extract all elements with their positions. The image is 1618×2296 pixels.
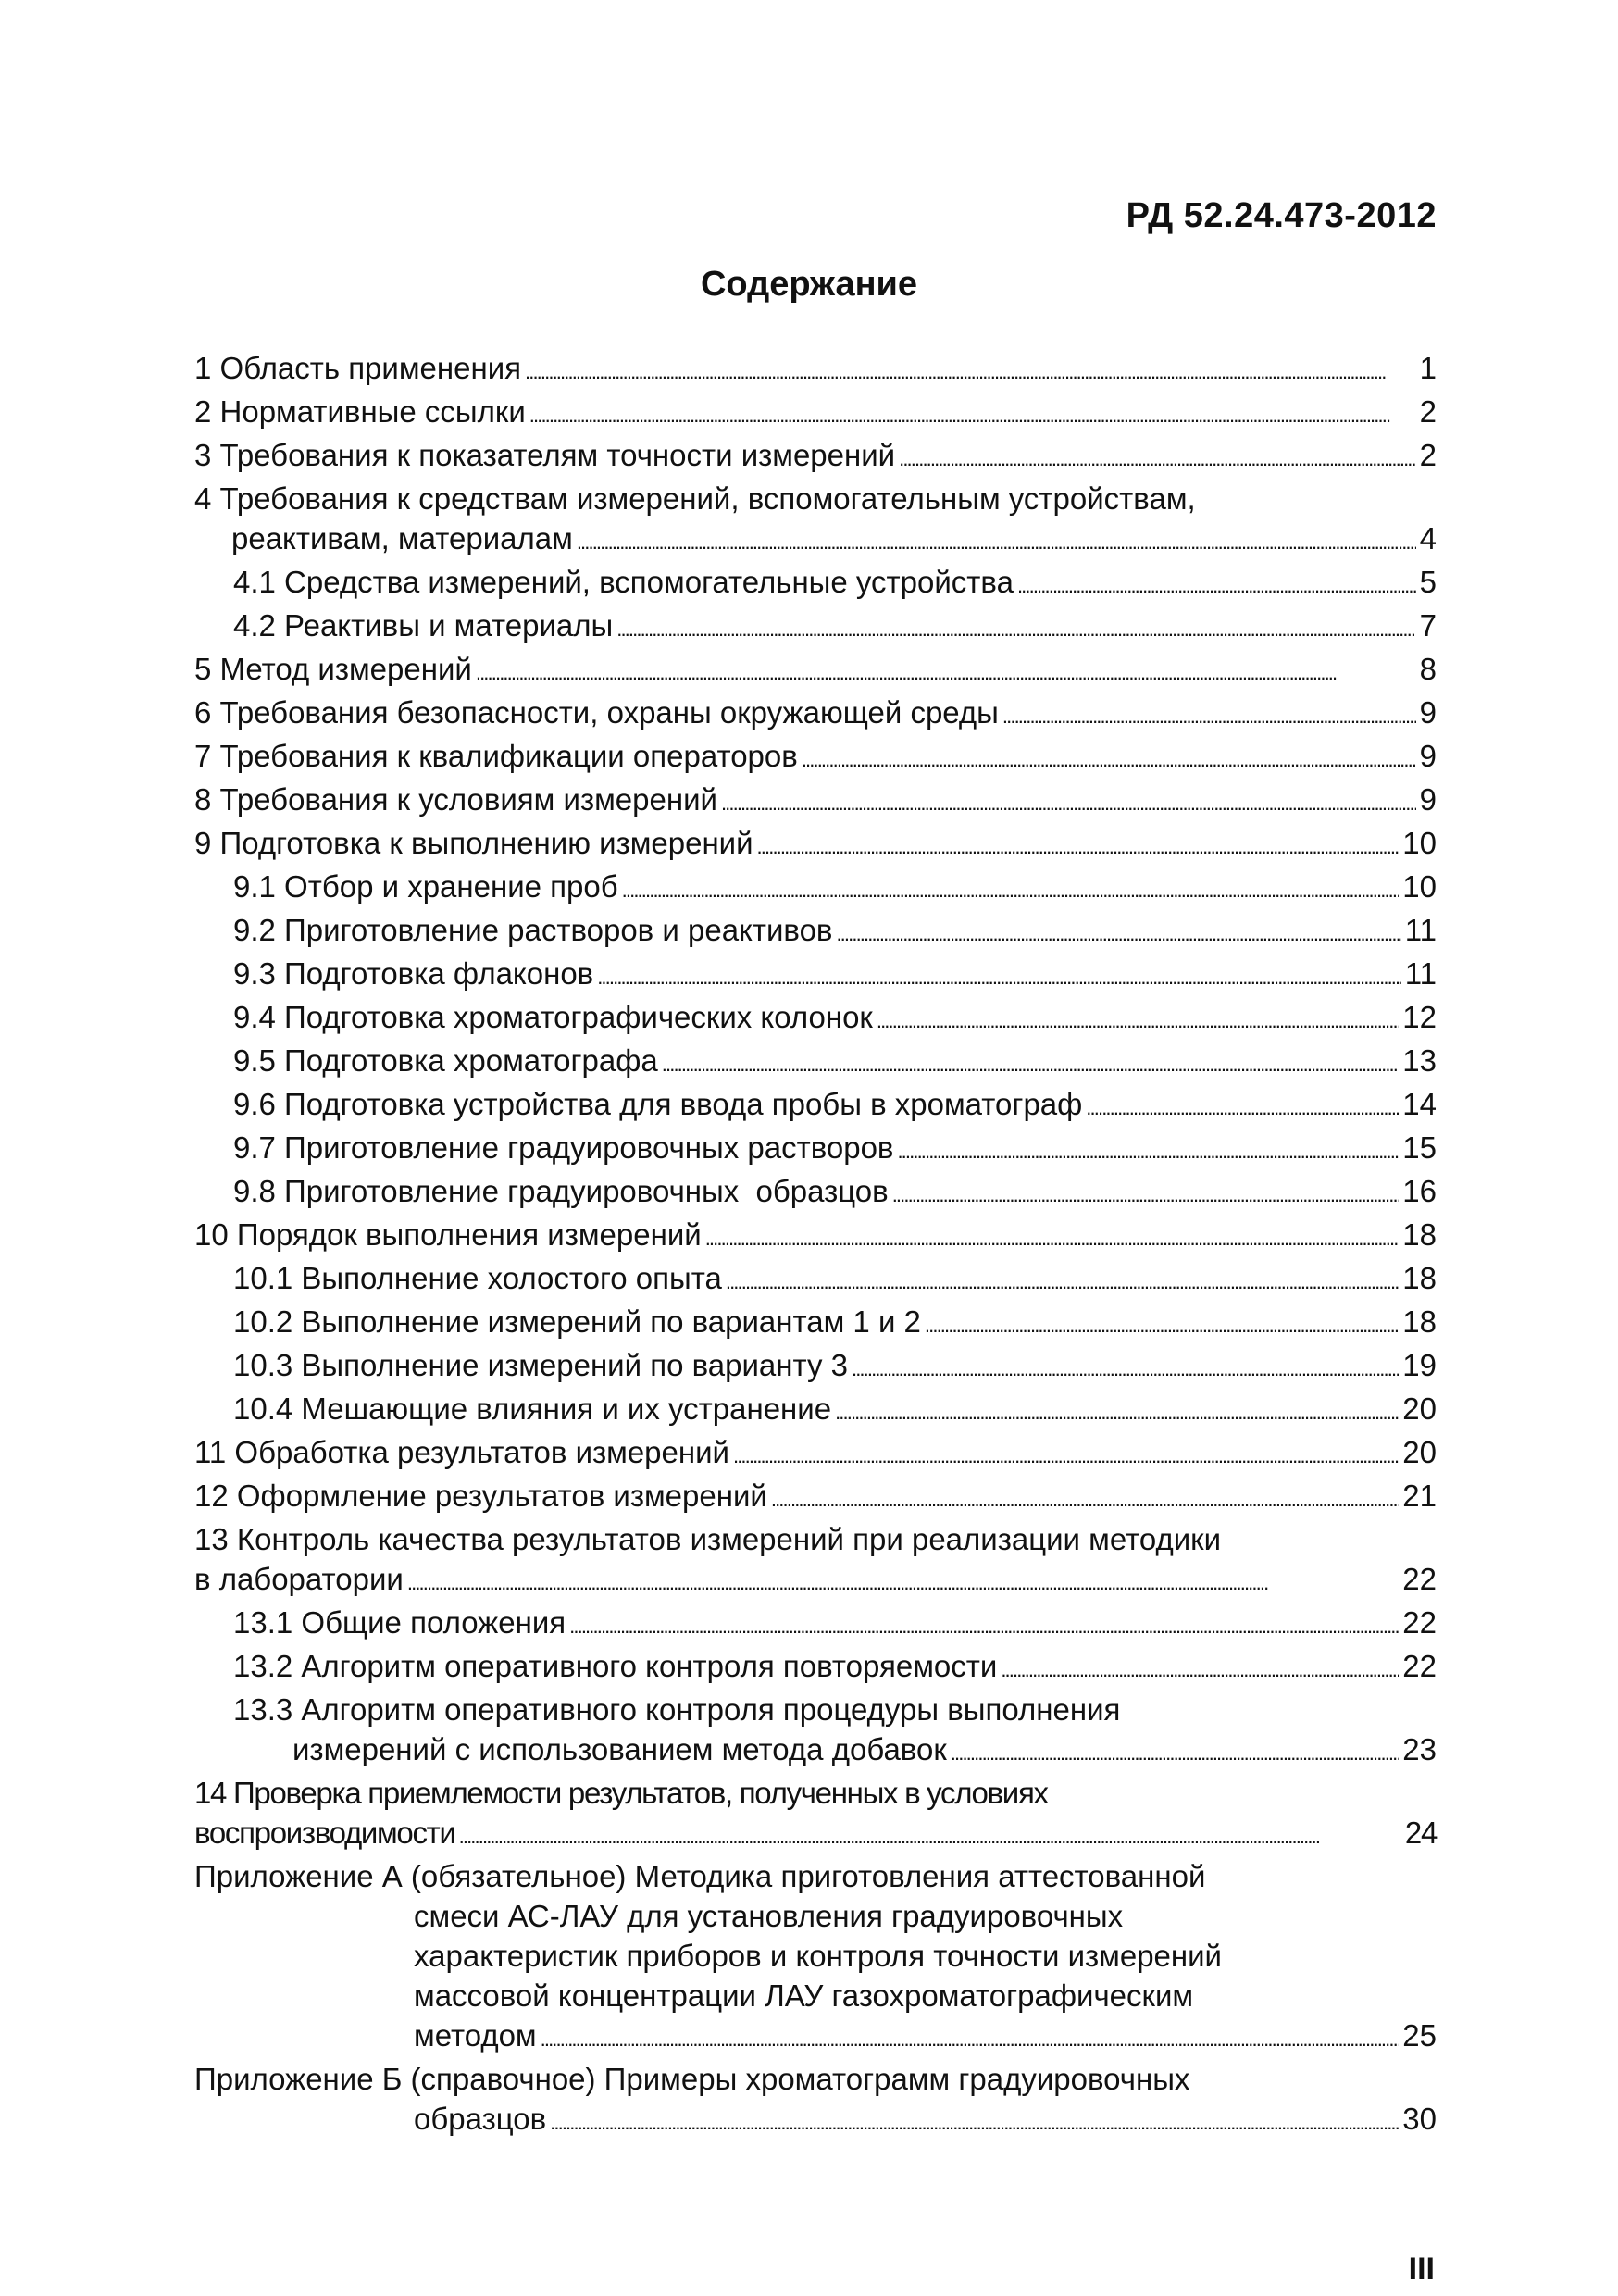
toc-entry[interactable]	[194, 605, 1437, 649]
toc-entry-page: 9	[1419, 695, 1437, 730]
toc-entry[interactable]	[194, 1084, 1437, 1128]
toc-entry-text: 10 Порядок выполнения измерений	[194, 1217, 702, 1252]
toc-entry-text: 9.5 Подготовка хроматографа	[233, 1043, 658, 1078]
toc-entry[interactable]	[194, 1476, 1437, 1519]
toc-entry[interactable]	[194, 1345, 1437, 1389]
toc-entry[interactable]	[194, 479, 1437, 562]
toc-entry-text: 9 Подготовка к выполнению измерений	[194, 826, 753, 860]
dot-leader	[1001, 1646, 1399, 1690]
toc-entry-text: 9.4 Подготовка хроматографических колонок	[233, 1000, 873, 1034]
toc-entry-page: 11	[1404, 956, 1437, 991]
toc-entry-text: 2 Нормативные ссылки	[194, 394, 526, 429]
toc-entry-text: 13.1 Общие положения	[233, 1605, 566, 1640]
toc-entry[interactable]	[194, 693, 1437, 736]
dot-leader	[1086, 1084, 1399, 1128]
dot-leader	[835, 1389, 1399, 1432]
toc-entry-text: 10.4 Мешающие влияния и их устранение	[233, 1391, 832, 1426]
toc-entry-heading: 13.3 Алгоритм оперативного контроля процедуры выполнения	[233, 1692, 1121, 1727]
toc-entry-page: 2	[1419, 394, 1437, 429]
toc-entry-heading: Приложение Б (справочное) Примеры хроматограмм градуировочных	[194, 2062, 1190, 2096]
dot-leader	[892, 1171, 1400, 1215]
toc-entry[interactable]	[194, 348, 1437, 392]
toc-entry-heading: 13 Контроль качества результатов измерений при реализации методики	[194, 1522, 1222, 1556]
toc-entry-page: 18	[1402, 1261, 1437, 1295]
toc-entry-continuation: характеристик приборов и контроля точности измерений	[414, 1939, 1222, 1973]
page-number: III	[1408, 2252, 1435, 2287]
toc-entry-text: 7 Требования к квалификации операторов	[194, 739, 798, 773]
toc-entry-text: 3 Требования к показателям точности измерений	[194, 438, 896, 472]
toc-entry-text: 5 Метод измерений	[194, 652, 472, 686]
dot-leader	[705, 1215, 1400, 1258]
dot-leader	[899, 435, 1416, 479]
toc-entry-text: 1 Область применения	[194, 351, 521, 385]
toc-entry-page: 18	[1402, 1304, 1437, 1339]
toc-entry-page: 18	[1402, 1217, 1437, 1252]
dot-leader	[802, 736, 1416, 780]
table-of-contents	[194, 348, 1437, 2142]
toc-entry-text: 9.3 Подготовка флаконов	[233, 956, 594, 991]
toc-entry[interactable]	[194, 1603, 1437, 1646]
toc-entry-text: 13.2 Алгоритм оперативного контроля повторяемости	[233, 1649, 998, 1683]
toc-entry[interactable]	[194, 954, 1437, 997]
dot-leader	[757, 823, 1400, 867]
dot-leader	[951, 1729, 1400, 1773]
toc-entry-text: 6 Требования безопасности, охраны окружающей среды	[194, 695, 999, 730]
toc-entry-page: 9	[1419, 782, 1437, 817]
toc-entry-page: 14	[1402, 1087, 1437, 1121]
dot-leader	[733, 1432, 1399, 1476]
toc-entry-text: 9.8 Приготовление градуировочных образцов	[233, 1174, 889, 1208]
toc-entry[interactable]	[194, 736, 1437, 780]
dot-leader	[726, 1258, 1399, 1302]
toc-entry-appendix-a[interactable]	[194, 1856, 1437, 2059]
toc-title: Содержание	[700, 265, 918, 304]
toc-entry-heading: 14 Проверка приемлемости результатов, полученных в условиях	[194, 1776, 1048, 1810]
toc-entry-page: 13	[1402, 1043, 1437, 1078]
toc-entry[interactable]	[194, 1519, 1437, 1603]
toc-entry-heading: 4 Требования к средствам измерений, вспомогательным устройствам,	[194, 481, 1196, 516]
toc-entry-text: в лаборатории	[194, 1562, 404, 1596]
toc-entry[interactable]	[194, 910, 1437, 954]
dot-leader	[476, 649, 1416, 693]
toc-entry-text: реактивам, материалам	[231, 521, 573, 555]
dot-leader	[616, 605, 1415, 649]
toc-entry-page: 30	[1402, 2102, 1437, 2136]
toc-entry-page: 20	[1402, 1391, 1437, 1426]
toc-entry-heading: Приложение А (обязательное) Методика приготовления аттестованной	[194, 1859, 1206, 1893]
document-code: РД 52.24.473-2012	[1126, 196, 1437, 235]
toc-entry-page: 8	[1419, 652, 1437, 686]
dot-leader	[622, 867, 1400, 910]
toc-entry[interactable]	[194, 997, 1437, 1041]
toc-entry-page: 21	[1402, 1479, 1437, 1513]
toc-entry[interactable]	[194, 649, 1437, 693]
toc-entry-continuation: массовой концентрации ЛАУ газохроматографическим	[414, 1978, 1194, 2013]
dot-leader	[529, 392, 1416, 435]
dot-leader	[771, 1476, 1399, 1519]
toc-entry-text: 9.2 Приготовление растворов и реактивов	[233, 913, 833, 947]
toc-entry-text: 9.6 Подготовка устройства для ввода пробы в хроматограф	[233, 1087, 1083, 1121]
toc-entry-text: 9.1 Отбор и хранение проб	[233, 869, 618, 904]
toc-entry-page: 9	[1419, 739, 1437, 773]
toc-entry[interactable]	[194, 1432, 1437, 1476]
dot-leader	[569, 1603, 1399, 1646]
toc-entry-page: 10	[1402, 826, 1437, 860]
toc-entry[interactable]	[194, 867, 1437, 910]
toc-entry-page: 12	[1402, 1000, 1437, 1034]
toc-entry-page: 10	[1402, 869, 1437, 904]
toc-entry-page: 22	[1402, 1562, 1437, 1596]
toc-entry-text: 4.2 Реактивы и материалы	[233, 608, 614, 643]
toc-entry[interactable]	[194, 1041, 1437, 1084]
toc-entry[interactable]	[194, 1258, 1437, 1302]
toc-entry-text: образцов	[414, 2102, 547, 2136]
dot-leader	[721, 780, 1416, 823]
dot-leader	[877, 997, 1399, 1041]
toc-entry-page: 16	[1402, 1174, 1437, 1208]
toc-entry-page: 2	[1419, 438, 1437, 472]
toc-entry-text: 9.7 Приготовление градуировочных растворов	[233, 1130, 894, 1165]
toc-entry-text: 8 Требования к условиям измерений	[194, 782, 717, 817]
toc-entry-appendix-b[interactable]	[194, 2059, 1437, 2142]
toc-entry-page: 11	[1404, 913, 1437, 947]
toc-entry-page: 19	[1402, 1348, 1437, 1382]
toc-entry-page: 22	[1402, 1605, 1437, 1640]
toc-entry-text: 10.2 Выполнение измерений по вариантам 1 и 2	[233, 1304, 921, 1339]
dot-leader	[525, 348, 1416, 392]
toc-entry-text: 10.1 Выполнение холостого опыта	[233, 1261, 722, 1295]
toc-entry-page: 23	[1402, 1732, 1437, 1766]
toc-entry[interactable]	[194, 1302, 1437, 1345]
dot-leader	[541, 2015, 1400, 2059]
dot-leader	[836, 910, 1400, 954]
dot-leader	[550, 2099, 1399, 2142]
toc-entry[interactable]	[194, 1171, 1437, 1215]
toc-entry-text: воспроизводимости	[194, 1816, 455, 1850]
dot-leader	[897, 1128, 1399, 1171]
toc-entry-page: 7	[1419, 608, 1437, 643]
toc-entry[interactable]	[194, 1128, 1437, 1171]
toc-entry-text: 4.1 Средства измерений, вспомогательные устройства	[233, 565, 1014, 599]
toc-entry-page: 24	[1404, 1816, 1437, 1850]
toc-entry-page: 1	[1419, 351, 1437, 385]
toc-entry-text: 12 Оформление результатов измерений	[194, 1479, 767, 1513]
toc-entry-text: методом	[414, 2018, 537, 2053]
toc-entry[interactable]	[194, 562, 1437, 605]
toc-entry[interactable]	[194, 1690, 1437, 1773]
dot-leader	[577, 518, 1416, 562]
dot-leader	[1002, 693, 1416, 736]
dot-leader	[662, 1041, 1400, 1084]
toc-entry-page: 4	[1419, 521, 1437, 555]
toc-entry[interactable]	[194, 392, 1437, 435]
toc-entry[interactable]	[194, 1389, 1437, 1432]
toc-entry-page: 20	[1402, 1435, 1437, 1469]
toc-entry[interactable]	[194, 435, 1437, 479]
toc-entry-text: 11 Обработка результатов измерений	[194, 1435, 729, 1469]
dot-leader	[925, 1302, 1399, 1345]
toc-entry-page: 25	[1402, 2018, 1437, 2053]
toc-entry[interactable]	[194, 780, 1437, 823]
toc-entry-page: 5	[1419, 565, 1437, 599]
dot-leader	[597, 954, 1401, 997]
dot-leader	[459, 1813, 1401, 1856]
dot-leader	[1017, 562, 1416, 605]
toc-entry-page: 22	[1402, 1649, 1437, 1683]
dot-leader	[852, 1345, 1399, 1389]
toc-entry[interactable]	[194, 1773, 1437, 1856]
toc-entry-text: 10.3 Выполнение измерений по варианту 3	[233, 1348, 848, 1382]
toc-entry-text: измерений с использованием метода добавок	[292, 1732, 947, 1766]
toc-entry[interactable]	[194, 1646, 1437, 1690]
toc-entry[interactable]	[194, 823, 1437, 867]
toc-entry-page: 15	[1402, 1130, 1437, 1165]
toc-entry-continuation: смеси АС-ЛАУ для установления градуировочных	[414, 1899, 1124, 1933]
dot-leader	[407, 1559, 1399, 1603]
toc-entry[interactable]	[194, 1215, 1437, 1258]
